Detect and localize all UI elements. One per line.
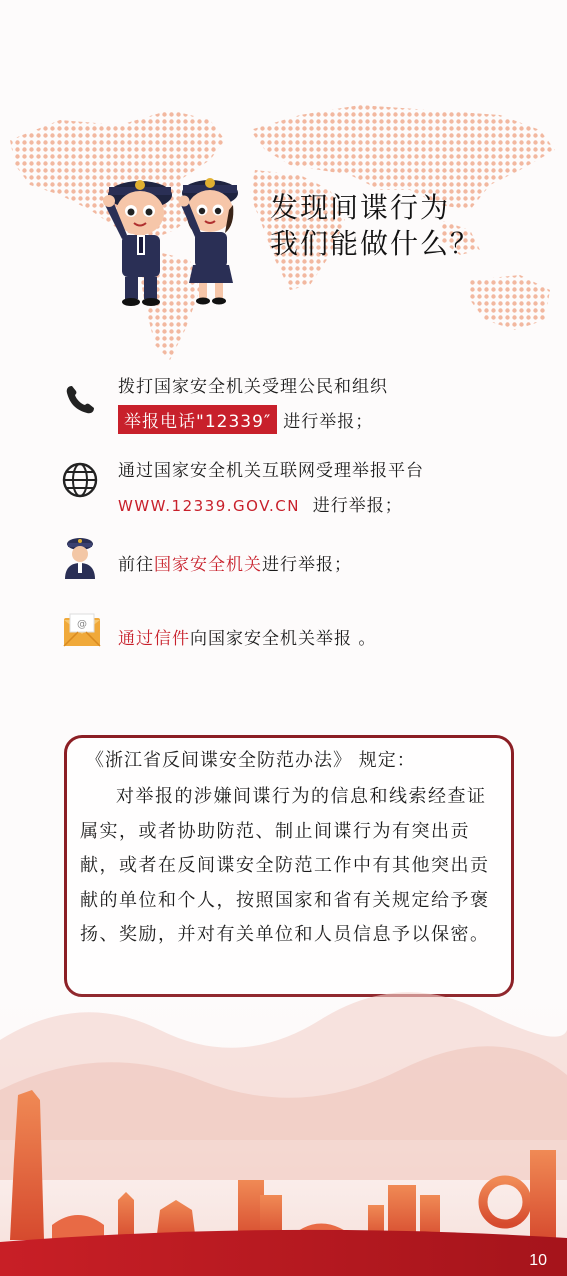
envelope-icon <box>62 612 102 648</box>
item-web-suffix: 进行举报； <box>312 496 403 516</box>
officer-icon <box>60 535 100 580</box>
hotline-highlight: 举报电话"12339″ <box>118 405 277 434</box>
regulation-body: 对举报的涉嫌间谍行为的信息和线索经查证属实，或者协助防范、制止间谍行为有突出贡献，或者在反间谍安全防范工作中有其他突出贡献的单位和个人，按照国家和省有关规定给予褒扬、奖励，并对有关单位和人员信息予以保密。 <box>80 786 490 945</box>
svg-text:@: @ <box>77 619 87 630</box>
item-visit-highlight: 国家安全机关 <box>154 555 262 575</box>
item-phone-line1: 拨打国家安全机关受理公民和组织 <box>118 377 388 397</box>
item-visit-suffix: 进行举报； <box>262 555 352 575</box>
item-letter-line <box>118 624 376 649</box>
regulation-title: 《浙江省反间谍安全防范办法》 规定： <box>86 750 416 771</box>
police-mascots-illustration <box>95 165 255 310</box>
city-skyline-illustration <box>0 980 567 1276</box>
title-line-1: 发现间谍行为 <box>270 191 451 224</box>
male-officer-mascot <box>103 180 172 306</box>
page-title <box>270 190 480 262</box>
item-letter-highlight: 通过信件 <box>118 629 190 649</box>
phone-icon <box>60 380 100 420</box>
item-phone-line2 <box>118 405 373 434</box>
item-letter-suffix: 向国家安全机关举报 。 <box>190 629 377 649</box>
item-web-line1: 通过国家安全机关互联网受理举报平台 <box>118 461 424 481</box>
item-phone-suffix: 进行举报； <box>283 412 374 432</box>
report-website-link[interactable]: WWW.12339.GOV.CN <box>118 497 300 515</box>
page-number: 10 <box>529 1252 547 1269</box>
item-visit-line <box>118 550 352 575</box>
title-line-2: 我们能做什么？ <box>270 227 481 260</box>
item-web-line2 <box>118 491 403 516</box>
item-visit-prefix: 前往 <box>118 555 154 575</box>
female-officer-mascot <box>179 178 239 305</box>
globe-icon <box>60 460 100 500</box>
